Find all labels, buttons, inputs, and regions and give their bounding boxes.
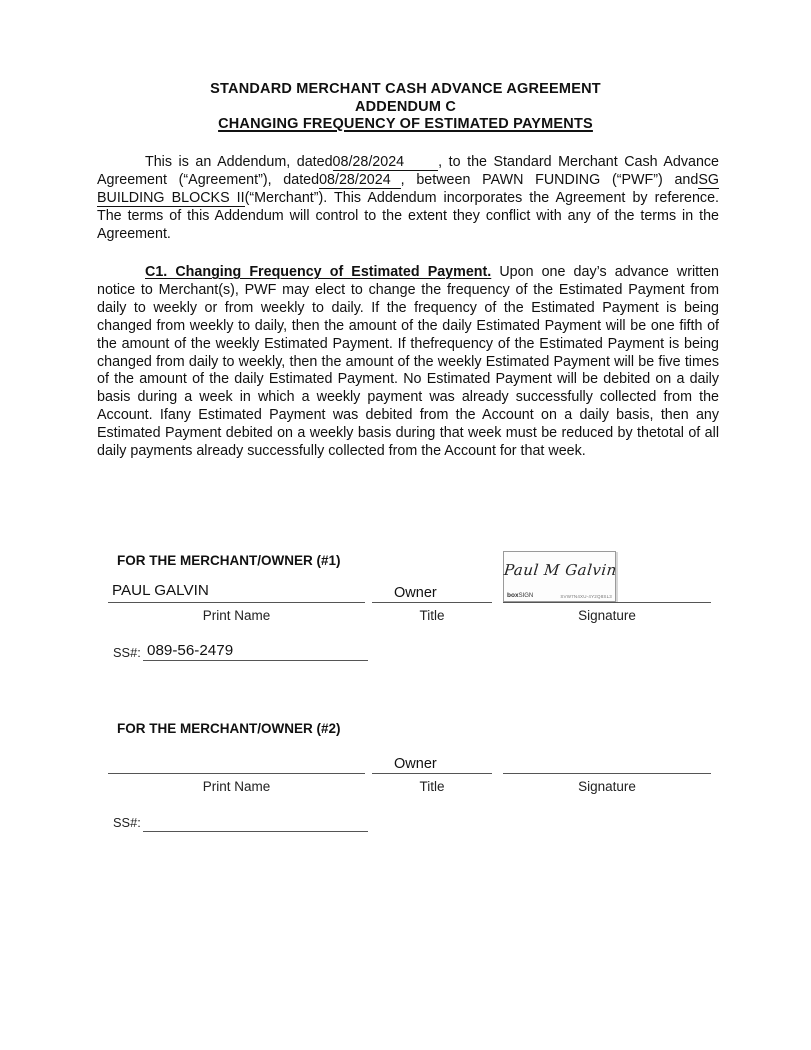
owner2-print-name-label: Print Name	[202, 779, 271, 794]
owner2-title-value: Owner	[394, 756, 437, 772]
owner2-ss-label: SS#:	[113, 815, 141, 830]
clause-c1-heading: C1. Changing Frequency of Estimated Payment.	[145, 264, 492, 280]
owner1-ss-label: SS#:	[113, 645, 141, 660]
intro-text-after-date2: , between PAWN FUNDING (“PWF”) and	[400, 171, 699, 188]
date-field-1[interactable]: 08/28/2024	[333, 154, 439, 171]
clause-c1-paragraph	[97, 264, 719, 461]
title-line-3: CHANGING FREQUENCY OF ESTIMATED PAYMENTS	[218, 116, 593, 132]
owner2-signature-label: Signature	[578, 779, 636, 794]
owner1-title-label: Title	[419, 608, 445, 623]
intro-text-after-merchant: (“Merchant”). This Addendum incorporates the Agreement by reference. The terms of this Addendum will control to the extent they conflict with any of the terms in the Agreement.	[97, 189, 720, 242]
owner2-section-heading: FOR THE MERCHANT/OWNER (#2)	[117, 721, 341, 736]
owner2-signature-line[interactable]	[503, 773, 711, 774]
owner1-ss-line[interactable]	[143, 660, 368, 661]
title-line-2: ADDENDUM C	[354, 98, 457, 115]
intro-text-after-date1: , to the Standard Merchant Cash Advance Agreement (“Agreement”), dated	[97, 154, 719, 188]
signature-script-text: Paul M Galvin	[503, 561, 618, 579]
merchant-name-field[interactable]: SG BUILDING BLOCKS II	[97, 171, 719, 206]
owner1-section-heading: FOR THE MERCHANT/OWNER (#1)	[117, 553, 341, 568]
owner2-title-line[interactable]	[372, 773, 492, 774]
owner2-print-name-line[interactable]	[108, 773, 365, 774]
owner1-signature-line[interactable]	[503, 602, 711, 603]
document-title-block	[0, 81, 811, 134]
title-line-1: STANDARD MERCHANT CASH ADVANCE AGREEMENT	[210, 81, 601, 97]
owner1-print-name-value: PAUL GALVIN	[112, 582, 209, 599]
signature-verification-code: SVW7N4XU-4Y2Q8SL3	[560, 594, 612, 599]
owner1-print-name-line[interactable]	[108, 602, 365, 603]
boxsign-logo: boxSIGN	[507, 592, 534, 599]
owner2-ss-line[interactable]	[143, 831, 368, 832]
owner2-title-label: Title	[419, 779, 445, 794]
date-field-2[interactable]: 08/28/2024	[319, 172, 401, 189]
owner1-print-name-label: Print Name	[202, 608, 271, 623]
owner1-title-value: Owner	[394, 585, 437, 601]
signature-stamp-footer	[507, 592, 612, 599]
owner1-title-line[interactable]	[372, 602, 492, 603]
clause-c1-body: Upon one day’s advance written notice to Merchant(s), PWF may elect to change the frequency of the Estimated Payment from daily to weekly or from weekly to daily. If the frequency of the Estimated Payment is being changed from weekly to daily, then the amount of the daily Estimated Payment will be one fifth of the amount of the weekly Estimated Payment. If thefrequency of the Estimated Payment is being changed from daily to weekly, then the amount of the weekly Estimated Payment will be five times of the amount of the daily Estimated Payment. No Estimated Payment will be debited on a daily basis during a week in which a weekly payment was already successfully collected from the Account. Ifany Estimated Payment was debited from the Account on a daily basis, then any Estimated Payment debited on a weekly basis during that week must be reduced by thetotal of all daily payments already successfully collected from the Account for that week.	[97, 264, 719, 460]
signature-stamp[interactable]	[503, 551, 616, 602]
intro-paragraph	[97, 154, 719, 244]
intro-lead-text: This is an Addendum, dated	[145, 154, 333, 170]
owner1-ss-value: 089-56-2479	[147, 642, 234, 659]
owner1-signature-label: Signature	[578, 608, 636, 623]
